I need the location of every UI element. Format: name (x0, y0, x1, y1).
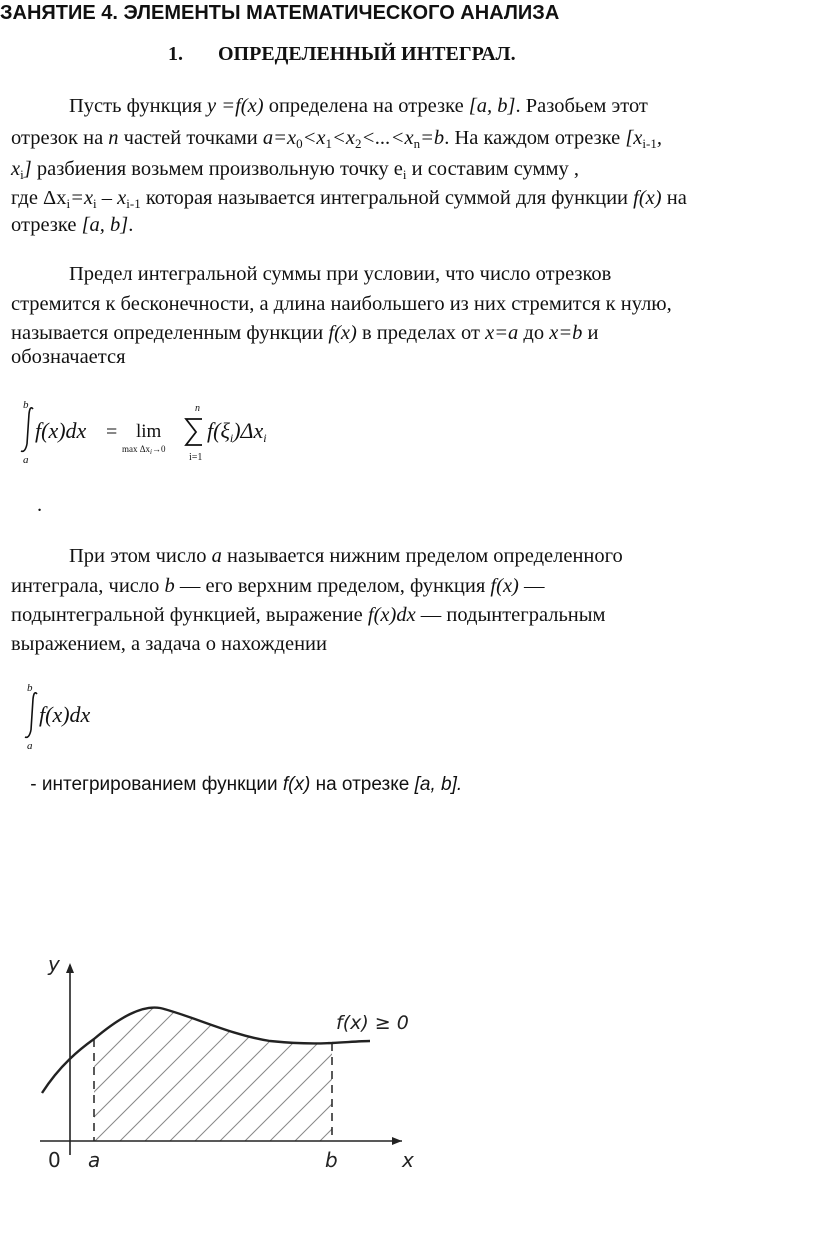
p2-text: называется определенным функции (11, 322, 329, 344)
x-axis-arrow (392, 1137, 402, 1145)
p1-math: [x (625, 127, 643, 149)
p1-math: [a, b] (81, 214, 129, 236)
p4-text: - интегрированием функции (25, 774, 283, 795)
integrand: f(x)dx (35, 418, 87, 443)
p1-line-2 (11, 126, 662, 150)
p2-line-2: стремится к бесконечности, а длина наибольшего из них стремится к нулю, (11, 293, 672, 315)
p3-text: — его верхним пределом, функция (174, 575, 491, 597)
integral-area-graph (30, 945, 430, 1175)
p3-text: — (518, 575, 545, 597)
p1-math: x (11, 158, 21, 180)
p1-text: . На каждом отрезке (444, 127, 626, 149)
sum-body: f(ξi)Δxi (207, 418, 267, 445)
p4-math: [a, b]. (414, 774, 463, 795)
p1-subscript: 1 (325, 136, 332, 151)
p1-text: разбиения возьмем произвольную точку e (31, 158, 403, 180)
p1-text: определена на отрезке (263, 95, 469, 117)
p1-text: . (128, 214, 134, 236)
p3-text: — подынтегральным (415, 604, 606, 626)
p1-text: на (661, 187, 687, 209)
p1-math: y =f(x) (207, 95, 264, 117)
formula-definite-integral (14, 394, 314, 468)
p2-math: x=a (485, 322, 519, 344)
p1-math: <x (332, 127, 355, 149)
p1-text: отрезке (11, 214, 82, 236)
curve-label: f(x) ≥ 0 (336, 1012, 409, 1034)
hatched-area (30, 981, 430, 1141)
integral-upper-limit: b (27, 682, 33, 694)
section-title: ОПРЕДЕЛЕННЫЙ ИНТЕГРАЛ. (218, 43, 516, 65)
p1-subscript: n (413, 136, 421, 151)
p1-subscript: i-1 (126, 196, 141, 211)
sigma-sign (186, 419, 202, 445)
section-number: 1. (168, 43, 183, 65)
p2-line-1: Предел интегральной суммы при условии, что число отрезков (69, 263, 612, 285)
p3-line-1 (69, 544, 623, 568)
dot: . (37, 494, 43, 516)
p1-line-4 (11, 186, 687, 210)
p1-math: – x (96, 187, 127, 209)
p4-text: на отрезке (310, 774, 415, 795)
integral-sign (25, 693, 37, 738)
p4-math: f(x) (282, 774, 311, 795)
p1-math: [a, b] (468, 95, 516, 117)
integral-sign (21, 408, 33, 452)
p1-math: n (108, 127, 119, 149)
p1-subscript: i-1 (642, 136, 657, 151)
p1-subscript: i (402, 167, 407, 182)
section-heading (168, 43, 516, 66)
limit-condition: $\max \Delta x_i\to 0$ (122, 444, 166, 456)
equals-sign: = (106, 421, 118, 443)
x-axis-label: x (402, 1148, 414, 1172)
p3-line-3 (11, 603, 606, 627)
p1-math: =x (70, 187, 94, 209)
integral-lower-limit: a (27, 740, 33, 752)
p2-math: f(x) (328, 322, 357, 344)
sum-upper-limit: n (195, 403, 200, 414)
p1-subscript: 2 (354, 136, 362, 151)
integral-lower-limit: a (23, 454, 29, 466)
p3-math: b (164, 575, 175, 597)
p3-math: f(x) (490, 575, 519, 597)
integrand: f(x)dx (39, 702, 91, 727)
p1-text: отрезок на (11, 127, 109, 149)
p2-text: до (518, 322, 550, 344)
p2-line-3 (11, 321, 599, 345)
p3-line-2 (11, 574, 545, 598)
p1-line-5 (11, 213, 133, 237)
p1-math: <x (302, 127, 326, 149)
p3-text: называется нижним пределом определенного (221, 545, 623, 567)
upper-limit-label: b (325, 1148, 338, 1172)
p2-text: в пределах от (356, 322, 486, 344)
p3-text: подынтегральной функцией, выражение (11, 604, 368, 626)
integral-upper-limit: b (23, 399, 29, 411)
p4-line (25, 774, 462, 796)
y-axis-label: y (48, 952, 60, 976)
p2-line-4: обозначается (11, 346, 126, 368)
formula-integral (18, 678, 128, 754)
limit-operator: lim (136, 421, 162, 442)
origin-label: 0 (48, 1148, 61, 1172)
page-title: ЗАНЯТИЕ 4. ЭЛЕМЕНТЫ МАТЕМАТИЧЕСКОГО АНАЛИЗА (0, 2, 560, 24)
lower-limit-label: a (88, 1148, 101, 1172)
p1-math: , (656, 127, 662, 149)
p1-text: которая называется интегральной суммой для функции (140, 187, 634, 209)
p1-text: и составим сумму , (406, 158, 579, 180)
p1-subscript: i (20, 167, 24, 182)
p1-math: Δx (43, 187, 67, 209)
p3-math: f(x)dx (367, 604, 416, 626)
p1-line-1 (69, 94, 648, 118)
p3-math: a (211, 545, 222, 567)
p2-text: и (582, 322, 599, 344)
p1-text: где (11, 187, 44, 209)
p1-subscript: i (66, 196, 71, 211)
p3-text: интеграла, число (11, 575, 165, 597)
p1-math: ] (23, 158, 32, 180)
p1-math: <...<x (361, 127, 414, 149)
p1-math: =b (420, 127, 445, 149)
p1-text: Пусть функция (69, 95, 208, 117)
p3-line-4: выражением, а задача о нахождении (11, 633, 327, 655)
p1-line-3 (11, 157, 579, 181)
p1-math: f(x) (633, 187, 662, 209)
p2-math: x=b (549, 322, 583, 344)
p1-math: a=x (262, 127, 297, 149)
p1-text: частей точками (118, 127, 263, 149)
p3-text: При этом число (69, 545, 212, 567)
p1-subscript: 0 (296, 136, 303, 151)
p1-subscript: i (93, 196, 97, 211)
y-axis-arrow (66, 963, 74, 973)
sum-lower-limit: i=1 (189, 452, 203, 463)
p1-text: . Разобьем этот (515, 95, 648, 117)
